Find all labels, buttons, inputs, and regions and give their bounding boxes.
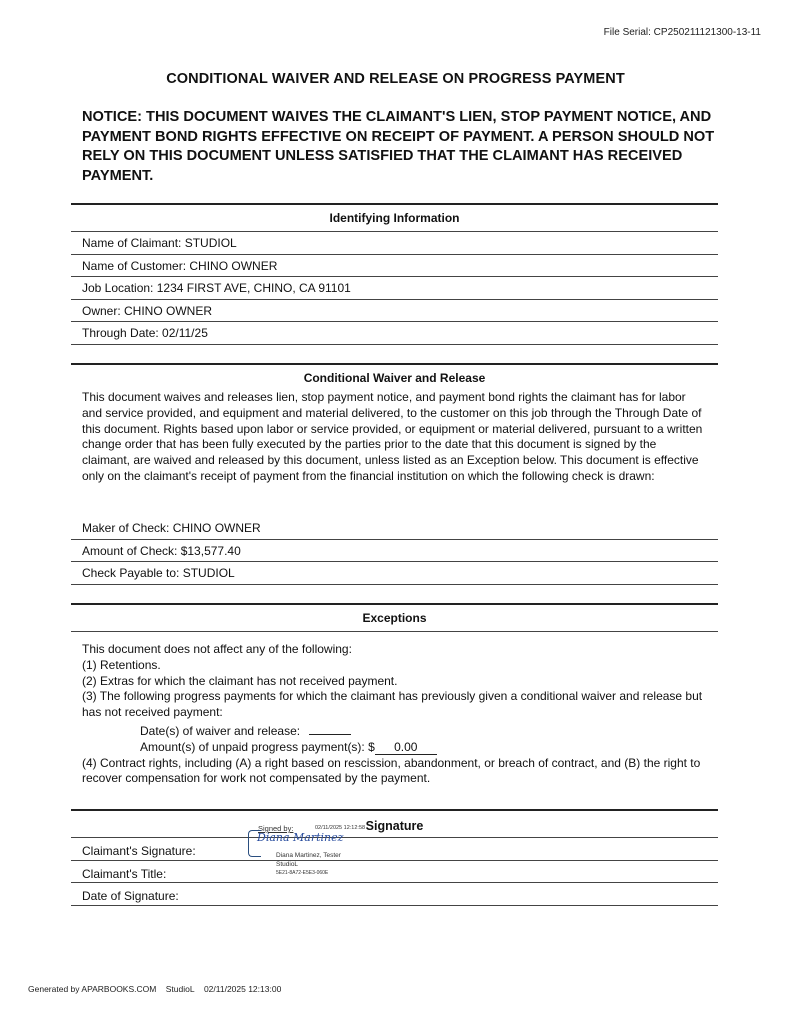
section-heading: Conditional Waiver and Release xyxy=(71,363,718,391)
exceptions-section xyxy=(71,603,718,787)
electronic-signature-block xyxy=(248,824,398,874)
claimant-signature-label: Claimant's Signature: xyxy=(82,844,196,858)
exception-item-4: (4) Contract rights, including (A) a right based on rescission, abandonment, or breach of contract, and (B) the right to recover compensation for work not compensated by the payment. xyxy=(82,755,701,786)
signed-at-timestamp: 02/11/2025 12:12:58 xyxy=(315,825,366,831)
conditional-waiver-section xyxy=(71,363,718,585)
unpaid-amount-value: 0.00 xyxy=(375,741,437,755)
identifying-information-section xyxy=(71,203,718,345)
notice-text: NOTICE: THIS DOCUMENT WAIVES THE CLAIMANT'S LIEN, STOP PAYMENT NOTICE, AND PAYMENT BOND RIGHTS EFFECTIVE ON RECEIPT OF PAYMENT. A PERSON SHOULD NOT RELY ON THIS DOCUMENT UNLESS SATISFIED THAT THE CLAIMANT HAS RECEIVED PAYMENT. xyxy=(82,109,715,184)
signature-id: 5E21-8A72-E5E3-060E xyxy=(276,870,329,876)
exception-item-3: (3) The following progress payments for which the claimant has previously given a conditional waiver and release but has not received payment: xyxy=(82,689,703,720)
footer-company: StudioL xyxy=(165,984,195,994)
exception-item-2: (2) Extras for which the claimant has not received payment. xyxy=(82,673,398,688)
section-heading: Exceptions xyxy=(71,603,718,632)
signer-name-title: Diana Martinez, Tester xyxy=(276,852,341,859)
through-date-row: Through Date: 02/11/25 xyxy=(71,322,718,345)
exceptions-intro: This document does not affect any of the following: xyxy=(82,642,352,656)
exception-item-1: (1) Retentions. xyxy=(82,657,161,672)
section-heading: Signature xyxy=(71,809,718,838)
handwritten-signature: Diana Martinez xyxy=(257,831,344,844)
file-serial: File Serial: CP250211121300-13-11 xyxy=(603,27,761,38)
check-payable-row: Check Payable to: STUDIOL xyxy=(71,562,718,585)
waiver-dates-label: Date(s) of waiver and release: xyxy=(140,723,301,738)
unpaid-amount-line xyxy=(82,740,707,756)
signature-date-label: Date of Signature: xyxy=(82,889,179,903)
section-heading: Identifying Information xyxy=(71,203,718,232)
amount-of-check-row: Amount of Check: $13,577.40 xyxy=(71,540,718,563)
signed-by-label: Signed by: xyxy=(258,824,294,833)
document-title: CONDITIONAL WAIVER AND RELEASE ON PROGRESS PAYMENT xyxy=(166,71,625,87)
claimant-name-row: Name of Claimant: STUDIOL xyxy=(71,232,718,255)
claimant-title-label: Claimant's Title: xyxy=(82,866,167,881)
waiver-dates-line xyxy=(82,721,707,740)
exceptions-body xyxy=(71,632,718,787)
footer-timestamp: 02/11/2025 12:13:00 xyxy=(203,984,282,994)
customer-name-row: Name of Customer: CHINO OWNER xyxy=(71,255,718,278)
signature-date-row xyxy=(71,883,718,906)
job-location-row: Job Location: 1234 FIRST AVE, CHINO, CA 91101 xyxy=(71,277,718,300)
footer xyxy=(28,984,288,994)
generated-by: Generated by APARBOOKS.COM xyxy=(28,984,157,994)
owner-row: Owner: CHINO OWNER xyxy=(71,300,718,323)
waiver-dates-value xyxy=(309,721,351,735)
waiver-body: This document waives and releases lien, stop payment notice, and payment bond rights the claimant has for labor and service provided, and equipment and material delivered, to the customer on this job through the Through Date of this document. Rights based upon labor or service provided, or equipment or material delivered, pursuant to a written change order that has been fully executed by the parties prior to the date that this document is signed by the claimant, are waived and released by this document, unless listed as an Exception below. This document is effective only on the claimant's receipt of payment from the financial institution on which the following check is drawn: xyxy=(82,390,703,483)
signature-section xyxy=(71,809,718,906)
unpaid-amount-label: Amount(s) of unpaid progress payment(s): $ xyxy=(140,739,375,754)
signer-organization: StudioL xyxy=(276,861,299,868)
maker-of-check-row: Maker of Check: CHINO OWNER xyxy=(71,517,718,540)
